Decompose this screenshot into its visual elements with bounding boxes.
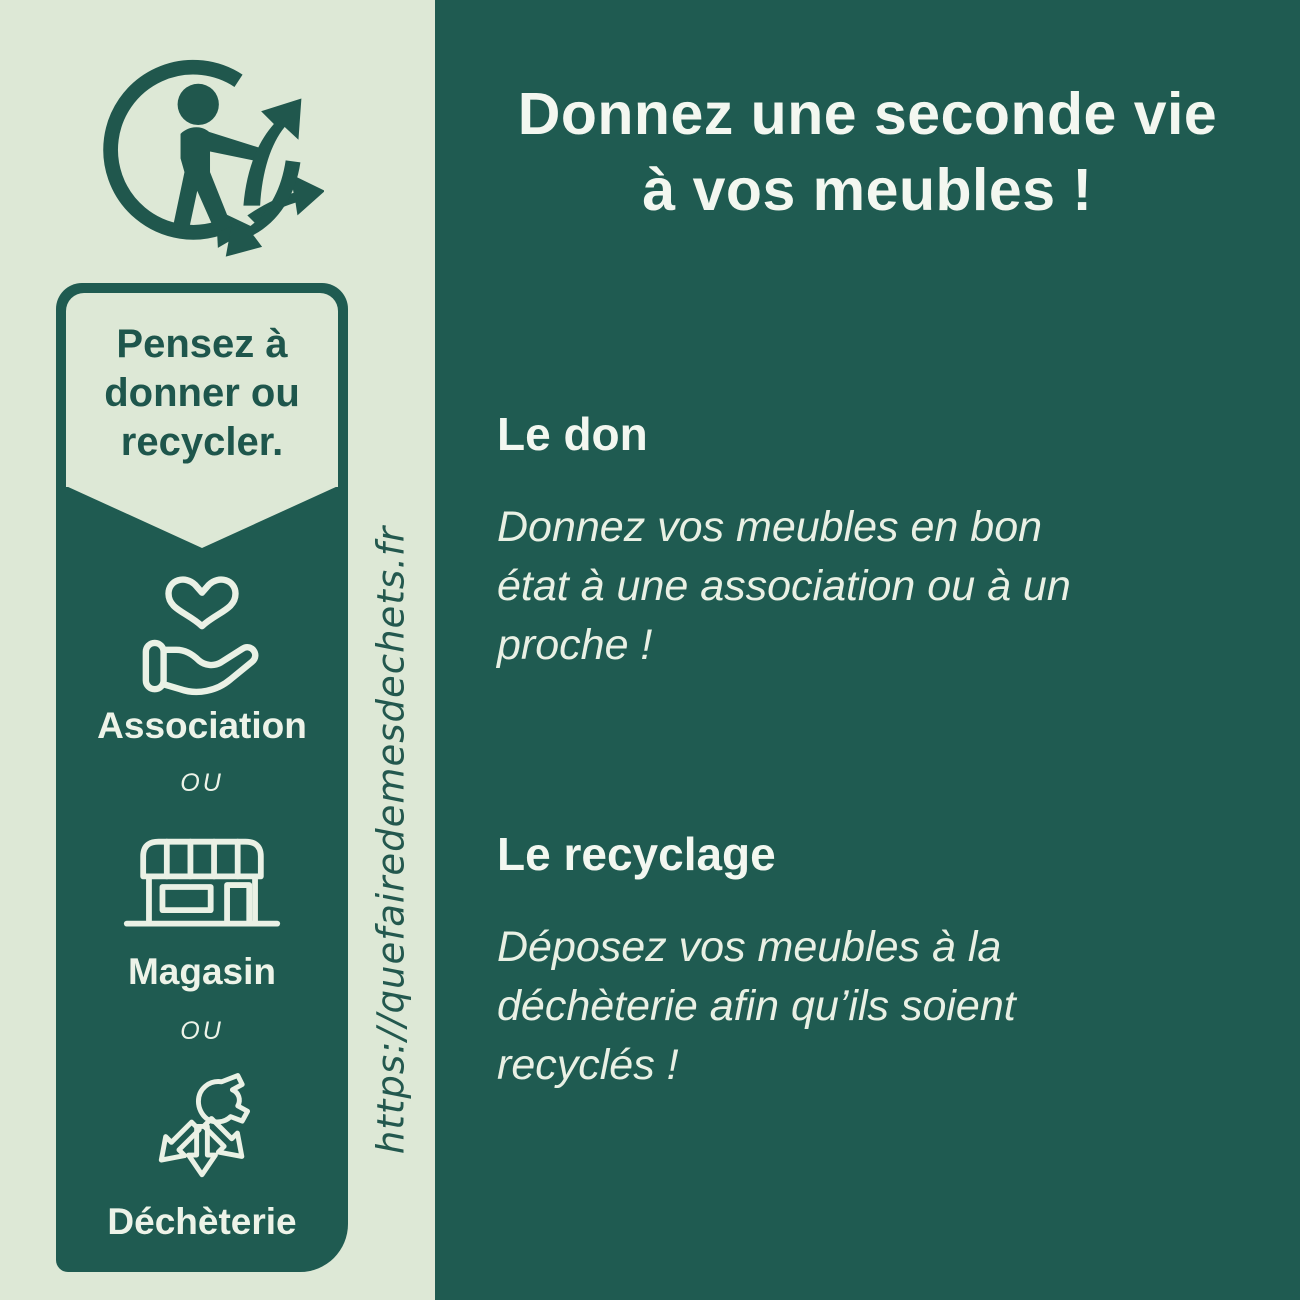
label-association: Association <box>97 705 307 746</box>
separator-ou: OU <box>180 769 224 797</box>
options-ribbon <box>56 283 348 1272</box>
banner-line-3: recycler. <box>120 419 284 464</box>
banner-shape <box>66 293 338 487</box>
section-body <box>497 918 1257 1095</box>
heart-hand-icon <box>133 571 271 701</box>
drop-off-arrows-icon <box>143 1071 261 1198</box>
website-url: https://quefairedemesdechets.fr <box>369 525 413 1155</box>
section-heading: Le recyclage <box>497 828 776 880</box>
body-line: déchèterie afin qu’ils soient <box>497 982 1016 1030</box>
section-heading: Le don <box>497 408 648 460</box>
title-line-1: Donnez une seconde vie <box>517 81 1218 147</box>
separator-ou: OU <box>180 1017 224 1045</box>
page-title <box>435 76 1300 228</box>
section-le-recyclage <box>497 826 1257 1095</box>
body-line: Donnez vos meubles en bon <box>497 503 1043 551</box>
body-line: Déposez vos meubles à la <box>497 923 1002 971</box>
label-decheterie: Déchèterie <box>107 1201 297 1242</box>
section-le-don <box>497 406 1257 675</box>
body-line: proche ! <box>497 621 653 669</box>
banner-text <box>104 320 300 467</box>
banner-line-2: donner ou <box>104 370 300 415</box>
banner-line-1: Pensez à <box>116 321 288 366</box>
body-line: état à une association ou à un <box>497 562 1071 610</box>
store-icon <box>120 833 284 941</box>
label-magasin: Magasin <box>127 951 277 992</box>
banner-point <box>66 486 338 548</box>
main-panel <box>435 0 1300 1300</box>
title-line-2: à vos meubles ! <box>642 157 1093 223</box>
body-line: recyclés ! <box>497 1041 679 1089</box>
section-body <box>497 498 1257 675</box>
triman-recycling-icon <box>98 48 324 260</box>
